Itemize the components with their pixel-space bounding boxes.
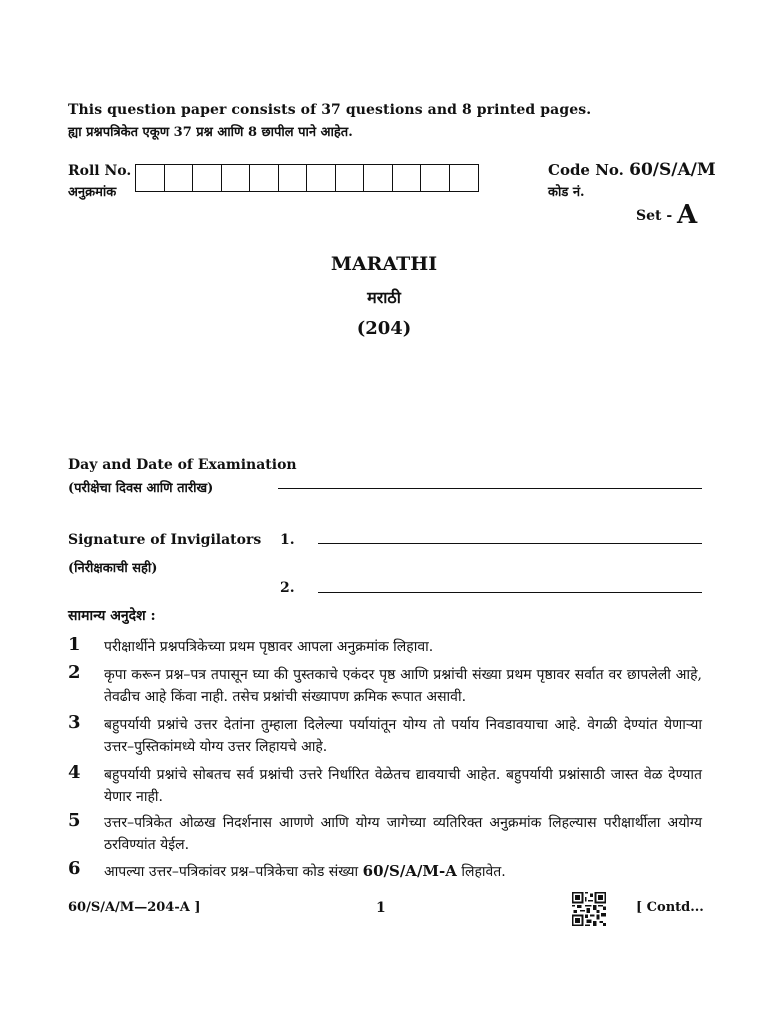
instruction-code: 60/S/A/M-A xyxy=(362,862,457,880)
roll-number-box[interactable] xyxy=(393,165,422,191)
invigilator-1-number: 1. xyxy=(280,532,295,548)
set-indicator xyxy=(636,200,697,230)
code-label: Code No. xyxy=(548,161,624,179)
set-label: Set - xyxy=(636,208,673,224)
subject-code: (204) xyxy=(356,318,412,339)
subject-title: MARATHI xyxy=(330,253,438,275)
page-number: 1 xyxy=(376,900,386,916)
invigilator-1-signature-field[interactable] xyxy=(318,543,702,544)
roll-number-box[interactable] xyxy=(421,165,450,191)
code-value: 60/S/A/M xyxy=(629,160,716,180)
subject-title-marathi: मराठी xyxy=(367,288,401,307)
instruction-number: 1 xyxy=(68,634,81,655)
roll-number-box[interactable] xyxy=(222,165,251,191)
instruction-text: परीक्षार्थीने प्रश्नपत्रिकेच्या प्रथम पृष्ठावर आपला अनुक्रमांक लिहावा. xyxy=(104,639,434,655)
general-instructions-heading: सामान्य अनुदेश : xyxy=(68,608,156,624)
invigilators-label-marathi: (निरीक्षकाची सही) xyxy=(68,561,158,576)
instruction-text: बहुपर्यायी प्रश्नांचे उत्तर देतांना तुम्हाला दिलेल्या पर्यायांतून योग्य तो पर्याय निवडावयाचा आहे. वेगळी देण्यांत येणाऱ्या उत्तर–पुस्तिकांमध्ये योग्य उत्तर लिहायचे आहे. xyxy=(104,717,702,755)
instruction-text-before: आपल्या उत्तर–पत्रिकांवर प्रश्न–पत्रिकेचा कोड संख्या xyxy=(104,864,359,880)
roll-number-box[interactable] xyxy=(307,165,336,191)
roll-number-box[interactable] xyxy=(336,165,365,191)
instruction-text: कृपा करून प्रश्न–पत्र तपासून घ्या की पुस्तकाचे एकंदर पृष्ठ आणि प्रश्नांची संख्या प्रथम पृष्ठावर सर्वात वर छापलेली आहे, तेवढीच आहे किंवा नाही. तसेच प्रश्नांची संख्यापण क्रमिक रूपात असावी. xyxy=(104,667,702,705)
invigilators-label: Signature of Invigilators xyxy=(68,532,262,548)
roll-number-box[interactable] xyxy=(136,165,165,191)
exam-date-label: Day and Date of Examination xyxy=(68,457,297,473)
code-label-marathi: कोड नं. xyxy=(548,185,585,200)
instruction-item xyxy=(68,662,702,708)
roll-number-box[interactable] xyxy=(279,165,308,191)
roll-no-label-marathi: अनुक्रमांक xyxy=(68,185,117,200)
roll-number-boxes[interactable] xyxy=(135,164,479,192)
roll-no-label: Roll No. xyxy=(68,163,132,179)
footer-paper-code: 60/S/A/M—204-A ] xyxy=(68,900,201,915)
instruction-item xyxy=(68,858,702,883)
instruction-text-after: लिहावेत. xyxy=(461,864,506,880)
qr-code-icon xyxy=(572,892,606,926)
roll-number-box[interactable] xyxy=(364,165,393,191)
instruction-item xyxy=(68,762,702,808)
exam-date-label-marathi: (परीक्षेचा दिवस आणि तारीख) xyxy=(68,481,214,496)
instruction-number: 2 xyxy=(68,662,81,683)
instruction-number: 4 xyxy=(68,762,81,783)
code-number xyxy=(548,160,716,180)
instruction-text: उत्तर–पत्रिकेत ओळख निदर्शनास आणणे आणि योग्य जागेच्या व्यतिरिक्त अनुक्रमांक लिहल्यास परीक्षार्थीला अयोग्य ठरविण्यांत येईल. xyxy=(104,815,702,853)
page-count-line: This question paper consists of 37 questions and 8 printed pages. xyxy=(68,102,592,118)
roll-number-box[interactable] xyxy=(450,165,479,191)
instruction-text: बहुपर्यायी प्रश्नांचे सोबतच सर्व प्रश्नांची उत्तरे निर्धारित वेळेतच द्यावयाची आहेत. बहुपर्यायी प्रश्नांसाठी जास्त वेळ देण्यात येणार नाही. xyxy=(104,767,702,805)
instruction-text xyxy=(104,858,702,883)
instruction-number: 5 xyxy=(68,810,81,831)
page-count-line-marathi: ह्या प्रश्नपत्रिकेत एकूण 37 प्रश्न आणि 8 छापील पाने आहेत. xyxy=(68,125,353,140)
roll-number-box[interactable] xyxy=(193,165,222,191)
roll-number-box[interactable] xyxy=(165,165,194,191)
instruction-item xyxy=(68,712,702,758)
roll-number-box[interactable] xyxy=(250,165,279,191)
set-value: A xyxy=(677,200,698,230)
invigilator-2-signature-field[interactable] xyxy=(318,592,702,593)
instruction-item xyxy=(68,810,702,856)
continued-marker: [ Contd... xyxy=(636,900,704,915)
invigilator-2-number: 2. xyxy=(280,580,295,596)
instruction-number: 6 xyxy=(68,858,81,879)
instruction-item xyxy=(68,634,702,658)
exam-date-field[interactable] xyxy=(278,488,702,489)
instruction-number: 3 xyxy=(68,712,81,733)
